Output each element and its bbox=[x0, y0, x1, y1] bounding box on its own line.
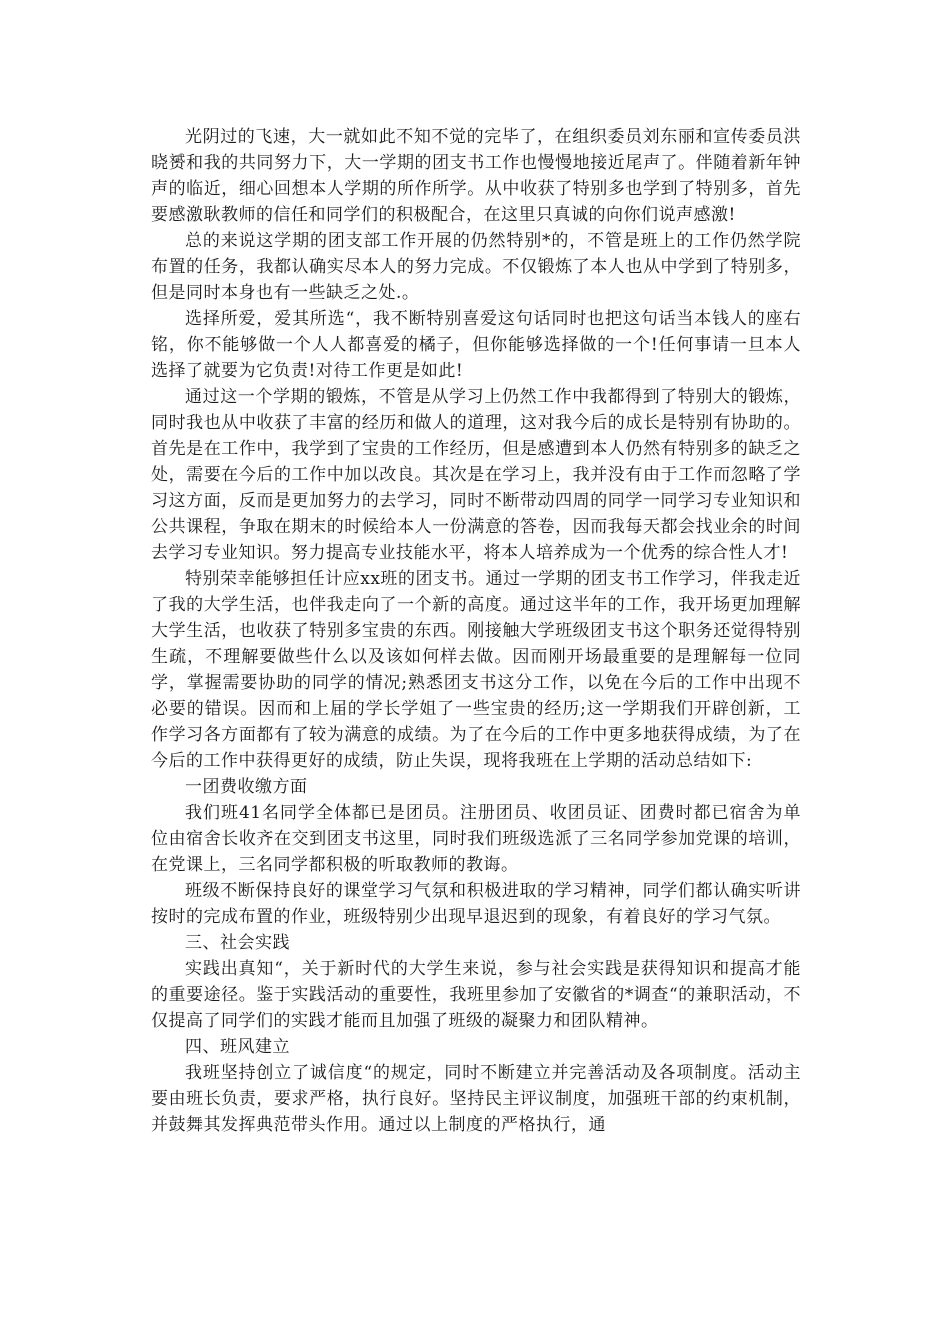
paragraph-practice: 实践出真知“，关于新时代的大学生来说，参与社会实践是获得知识和提高才能的重要途径。鉴于实践活动的重要性，我班里参加了安徽省的*调查“的兼职活动，不仅提高了同学们的实践才能而且加强了班级的凝聚力和团队精神。 bbox=[151, 959, 801, 1031]
paragraph-study-atmosphere: 班级不断保持良好的课堂学习气氛和积极进取的学习精神，同学们都认确实听讲按时的完成布置的作业，班级特别少出现早退迟到的现象，有着良好的学习气氛。 bbox=[151, 881, 801, 927]
section-heading-fees: 一团费收缴方面 bbox=[185, 777, 308, 797]
paragraph-motto: 选择所爱，爱其所选“，我不断特别喜爱这句话同时也把这句话当本钱人的座右铭，你不能够做一个人人都喜爱的橘子，但你能够选择做的一个!任何事请一旦本人选择了就要为它负责!对待工作更是如此! bbox=[151, 309, 801, 381]
section-heading-practice: 三、社会实践 bbox=[185, 933, 290, 953]
paragraph-training: 通过这一个学期的锻炼，不管是从学习上仍然工作中我都得到了特别大的锻炼，同时我也从中收获了丰富的经历和做人的道理，这对我今后的成长是特别有协助的。首先是在工作中，我学到了宝贵的工作经历，但是感遭到本人仍然有特别多的缺乏之处，需要在今后的工作中加以改良。其次是在学习上，我并没有由于工作而忽略了学习这方面，反而是更加努力的去学习，同时不断带动四周的同学一同学习专业知识和公共课程，争取在期末的时候给本人一份满意的答卷，因而我每天都会找业余的时间去学习专业知识。努力提高专业技能水平，将本人培养成为一个优秀的综合性人才! bbox=[151, 387, 801, 563]
paragraph-role: 特别荣幸能够担任计应xx班的团支书。通过一学期的团支书工作学习，伴我走近了我的大学生活，也伴我走向了一个新的高度。通过这半年的工作，我开场更加理解大学生活，也收获了特别多宝贵的东西。刚接触大学班级团支书这个职务还觉得特别生疏，不理解要做些什么以及该如何样去做。因而刚开场最重要的是理解每一位同学，掌握需要协助的同学的情况;熟悉团支书这分工作，以免在今后的工作中出现不必要的错误。因而和上届的学长学姐了一些宝贵的经历;这一学期我们开辟创新，工作学习各方面都有了较为满意的成绩。为了在今后的工作中更多地获得成绩，为了在今后的工作中获得更好的成绩，防止失误，现将我班在上学期的活动总结如下: bbox=[151, 569, 801, 771]
paragraph-class-style: 我班坚持创立了诚信度“的规定，同时不断建立并完善活动及各项制度。活动主要由班长负责，要求严格，执行良好。坚持民主评议制度，加强班干部的约束机制，并鼓舞其发挥典范带头作用。通过以上制度的严格执行，通 bbox=[151, 1063, 801, 1135]
paragraph-intro: 光阴过的飞速，大一就如此不知不觉的完毕了，在组织委员刘东丽和宣传委员洪晓赟和我的共同努力下，大一学期的团支书工作也慢慢地接近尾声了。伴随着新年钟声的临近，细心回想本人学期的所作所学。从中收获了特别多也学到了特别多，首先要感激耿教师的信任和同学们的积极配合，在这里只真诚的向你们说声感激! bbox=[151, 127, 801, 225]
document-body bbox=[151, 124, 801, 1138]
section-heading-class-style: 四、班风建立 bbox=[185, 1037, 290, 1057]
paragraph-summary: 总的来说这学期的团支部工作开展的仍然特别*的，不管是班上的工作仍然学院布置的任务，我都认确实尽本人的努力完成。不仅锻炼了本人也从中学到了特别多，但是同时本身也有一些缺乏之处.。 bbox=[151, 231, 801, 303]
paragraph-fees: 我们班41名同学全体都已是团员。注册团员、收团员证、团费时都已宿舍为单位由宿舍长收齐在交到团支书这里，同时我们班级选派了三名同学参加党课的培训，在党课上，三名同学都积极的听取教师的教诲。 bbox=[151, 803, 801, 875]
